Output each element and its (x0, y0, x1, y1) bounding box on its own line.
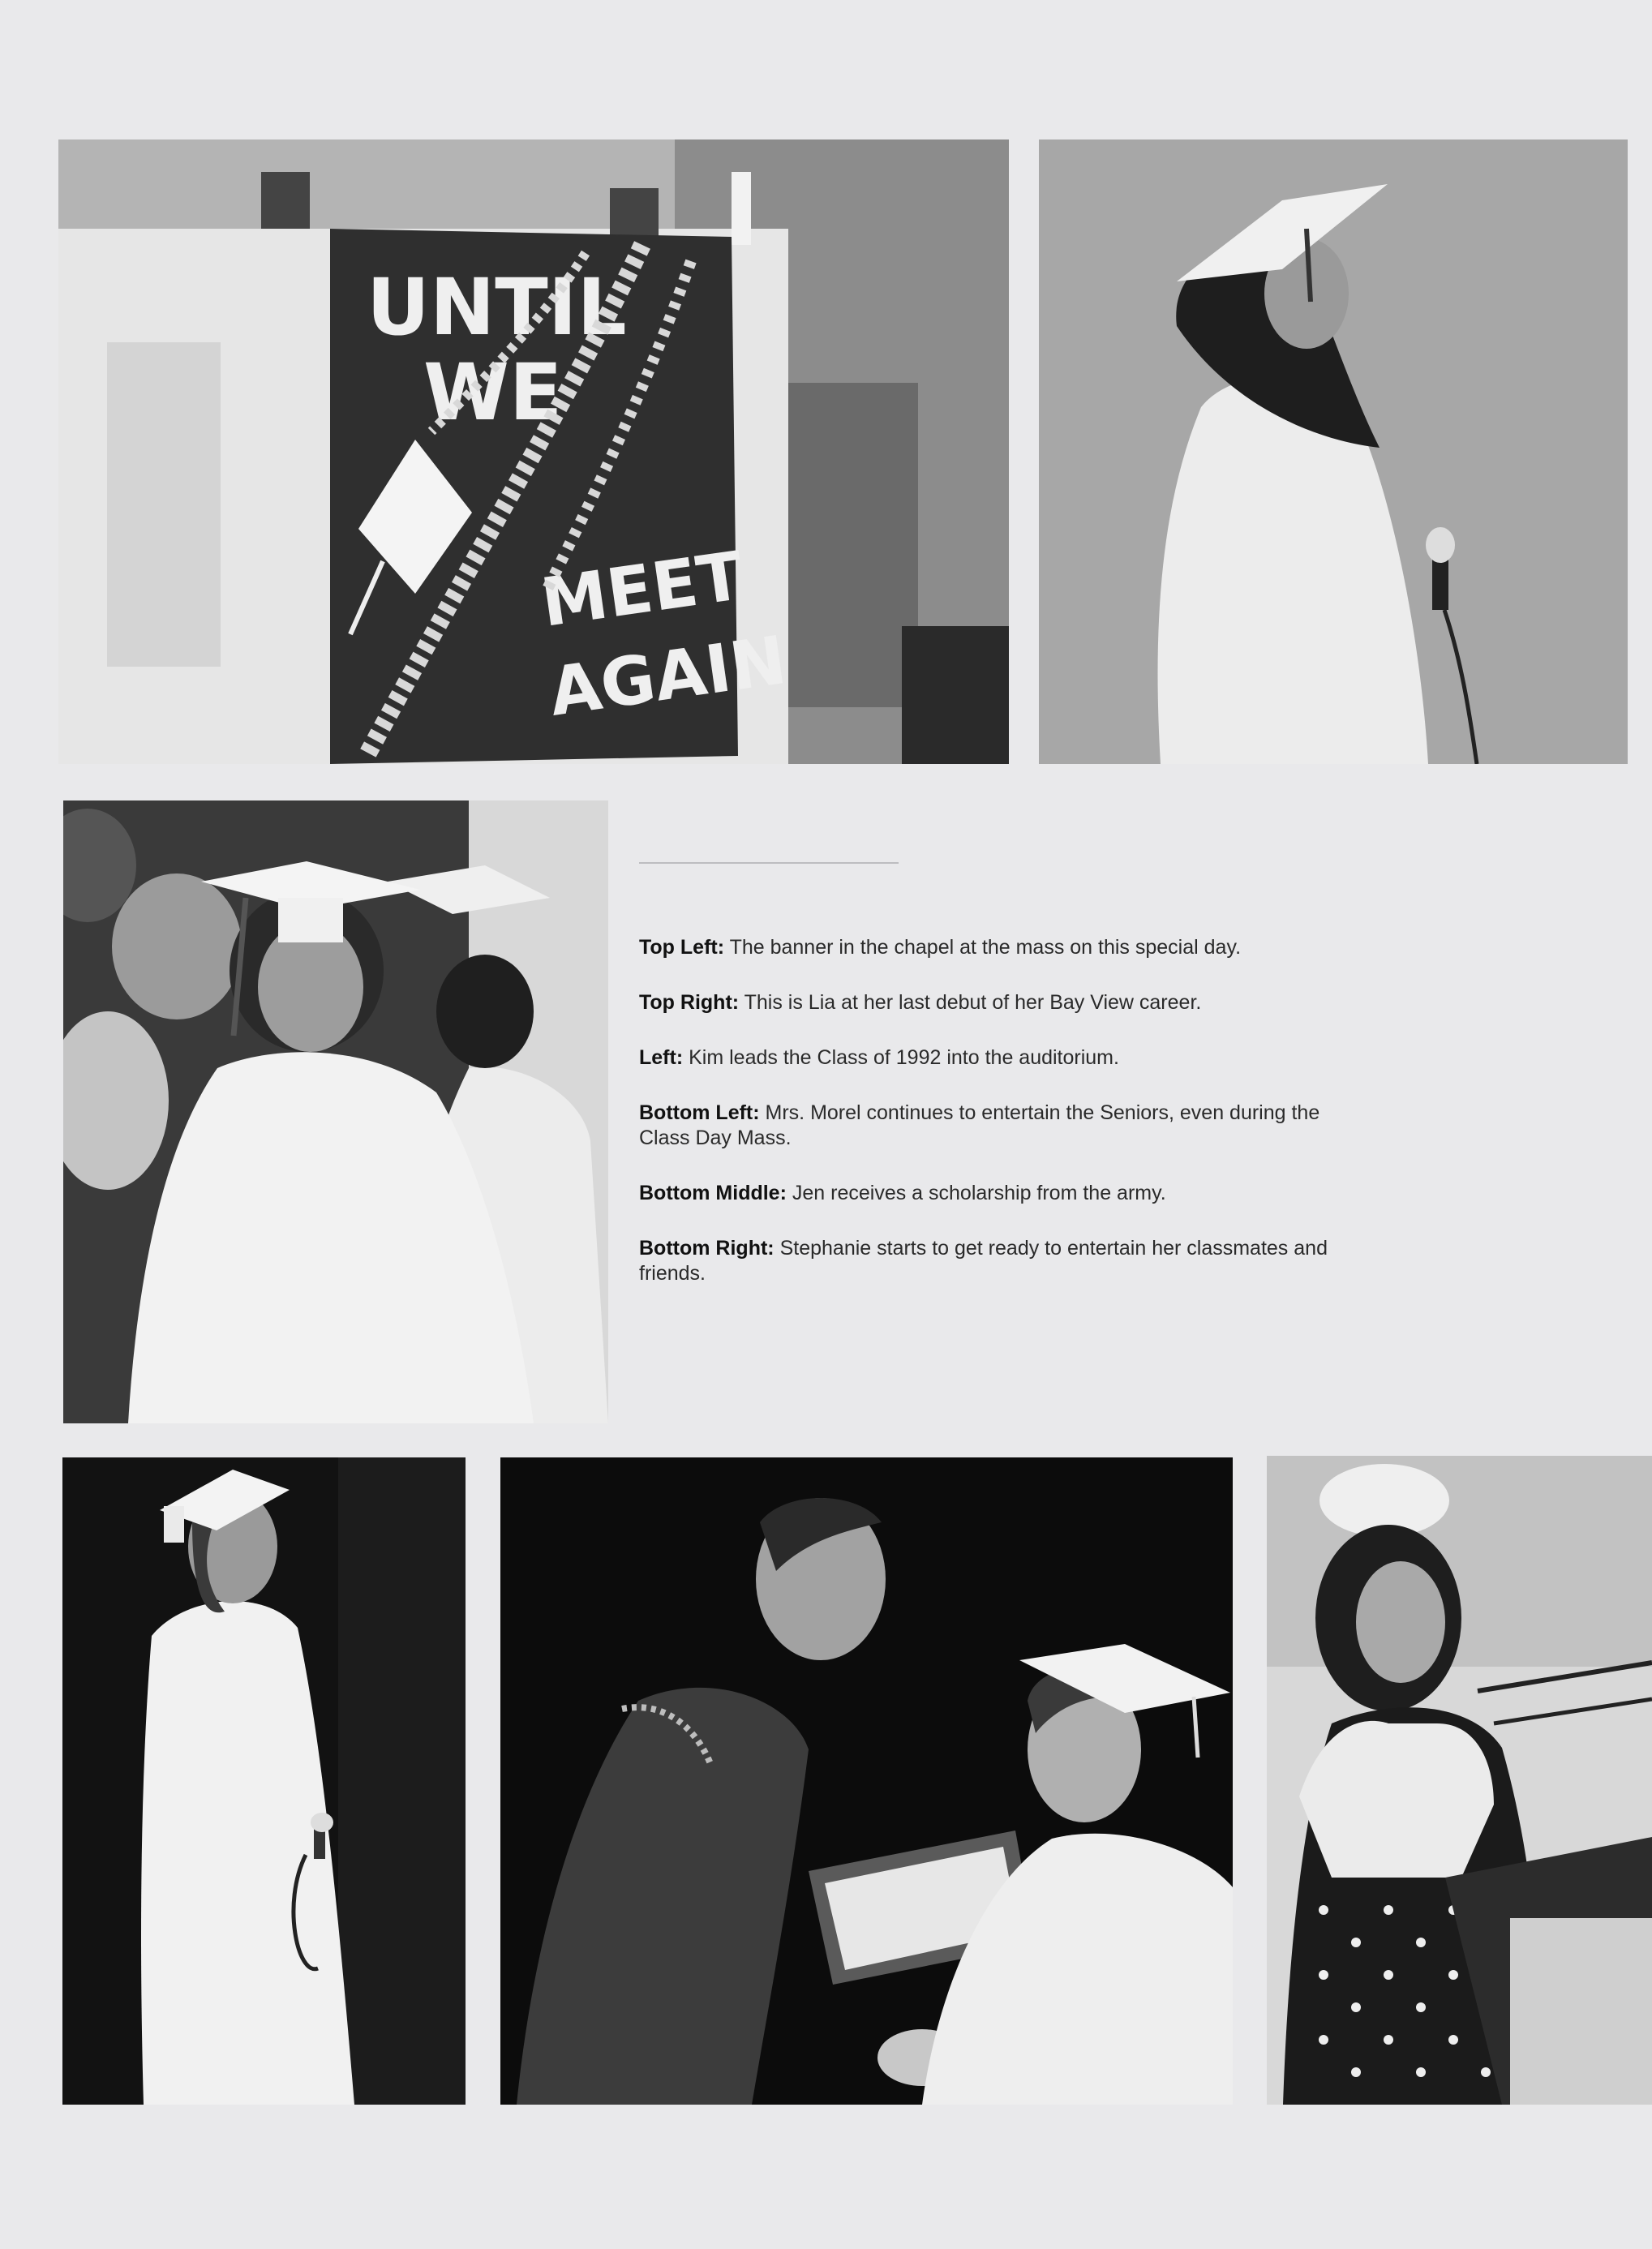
morel-photo-graphic (62, 1457, 466, 2105)
stephanie-photo-graphic (1267, 1456, 1652, 2105)
banner-text-again: AGAIN (544, 621, 792, 732)
lia-photo-graphic (1039, 139, 1628, 764)
kim-photo-graphic (63, 800, 608, 1423)
photo-top-right-lia (1039, 139, 1628, 764)
decorative-rule (639, 862, 899, 864)
photo-top-left-banner (58, 139, 1009, 764)
balloon-icon (112, 873, 242, 1019)
caption-text: The banner in the chapel at the mass on this special day. (729, 936, 1242, 959)
caption-label: Top Right: (639, 991, 740, 1014)
caption-bottom-left (639, 1101, 1328, 1151)
caption-bottom-middle (639, 1181, 1369, 1206)
caption-text: Kim leads the Class of 1992 into the auditorium. (689, 1046, 1119, 1069)
caption-text: Jen receives a scholarship from the army. (792, 1182, 1166, 1204)
photo-bottom-right-stephanie (1267, 1456, 1652, 2105)
caption-text: This is Lia at her last debut of her Bay View career. (744, 991, 1202, 1014)
caption-label: Bottom Left: (639, 1101, 760, 1124)
caption-left (639, 1045, 1369, 1071)
banner-text-meet: MEET (536, 537, 748, 642)
jen-photo-graphic (500, 1457, 1233, 2105)
caption-text: Mrs. Morel continues to entertain the Seniors, even during the Class Day Mass. (639, 1101, 1320, 1149)
caption-top-left (639, 935, 1369, 960)
caption-label: Bottom Middle: (639, 1182, 787, 1204)
caption-label: Left: (639, 1046, 684, 1069)
caption-top-right (639, 990, 1369, 1015)
caption-bottom-right (639, 1236, 1328, 1286)
caption-block (639, 935, 1369, 1316)
banner-text-we: WE (423, 347, 563, 438)
photo-bottom-middle-jen (500, 1457, 1233, 2105)
caption-label: Top Left: (639, 936, 725, 959)
photo-left-kim (63, 800, 608, 1423)
photo-bottom-left-morel (62, 1457, 466, 2105)
banner-photo-graphic (58, 139, 1009, 764)
caption-text: Stephanie starts to get ready to entertain her classmates and friends. (639, 1237, 1328, 1285)
banner-text-until: UNTIL (367, 262, 627, 353)
caption-label: Bottom Right: (639, 1237, 775, 1260)
